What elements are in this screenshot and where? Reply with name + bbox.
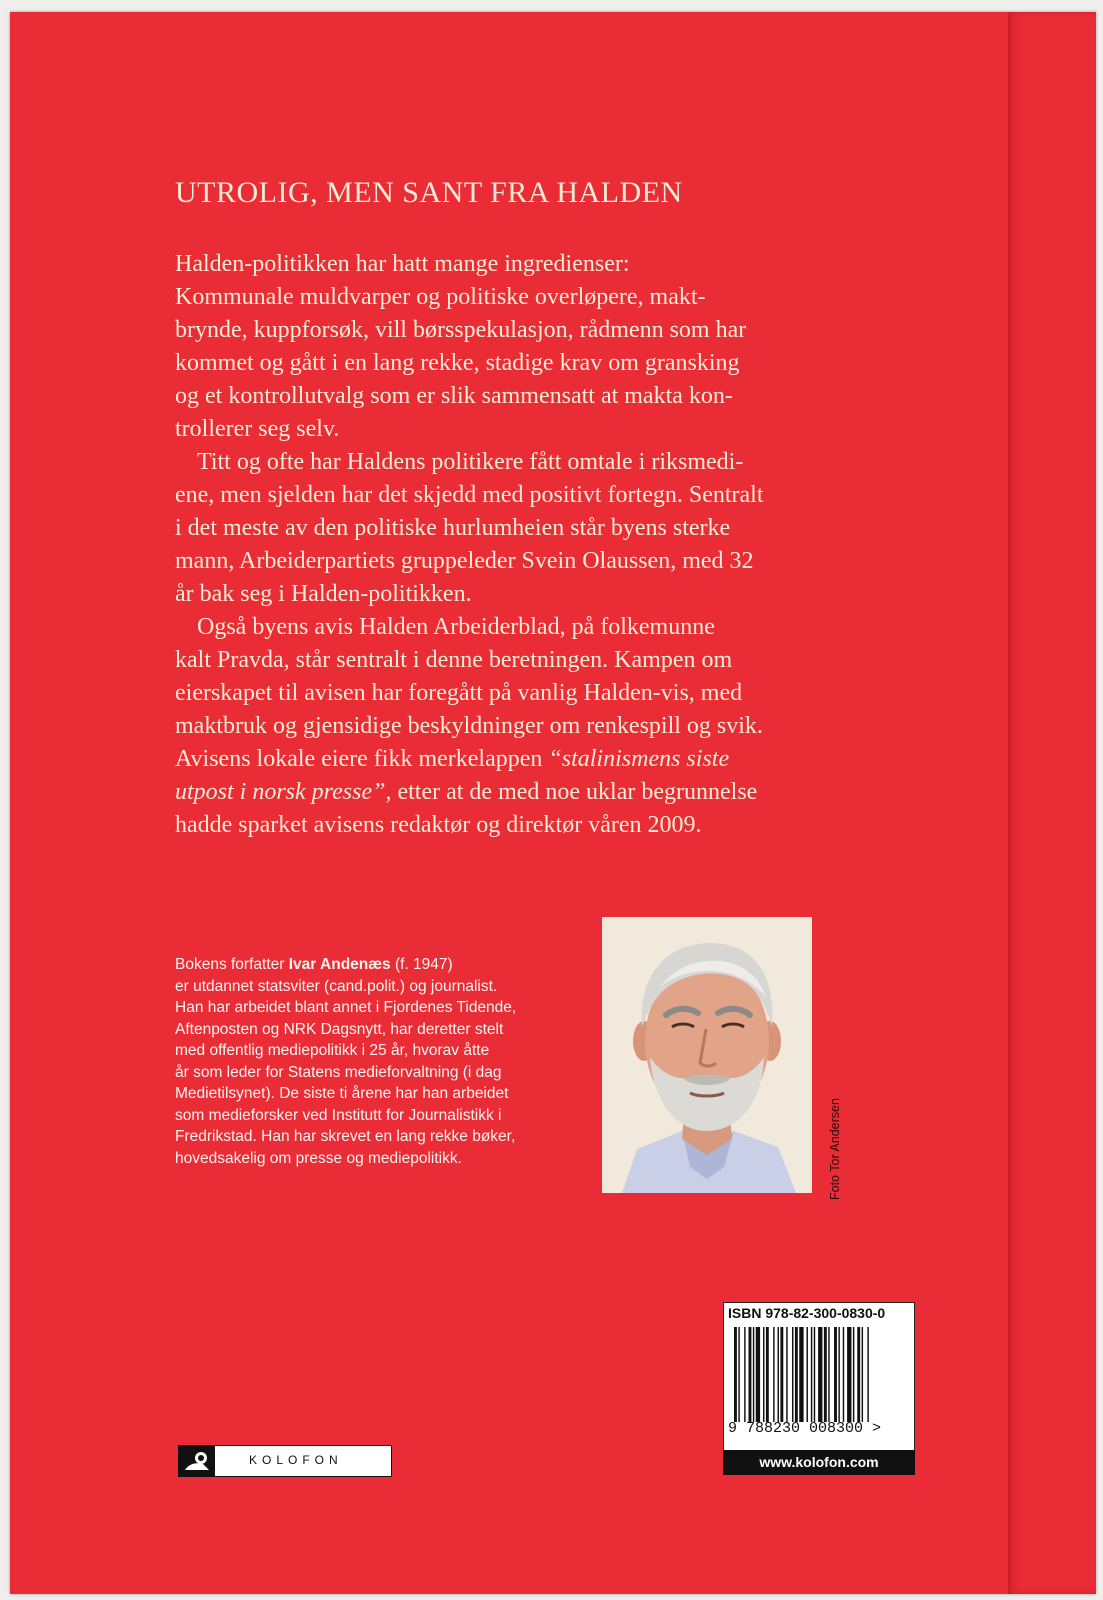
author-photo [602, 917, 812, 1193]
blurb-line: eierskapet til avisen har foregått på vanlig Halden-vis, med [175, 680, 743, 706]
blurb-line: Halden-politikken har hatt mange ingredienser: [175, 251, 630, 277]
barcode-bar [799, 1327, 803, 1422]
bio-line: Aftenposten og NRK Dagsnytt, har deretter stelt [175, 1020, 504, 1038]
kolofon-logo-icon [179, 1446, 215, 1476]
author-portrait-icon [602, 917, 812, 1193]
blurb-line: Også byens avis Halden Arbeiderblad, på folkemunne [197, 614, 715, 640]
barcode-bar [857, 1327, 860, 1422]
barcode-bar [734, 1327, 737, 1422]
book-back-cover [10, 12, 1096, 1594]
barcode-bar [780, 1327, 783, 1422]
blurb-line: i det meste av den politiske hurlumheien står byens sterke [175, 515, 731, 541]
blurb-line: brynde, kuppforsøk, vill børsspekulasjon, rådmenn som har [175, 317, 747, 343]
blurb-line: Kommunale muldvarper og politiske overløpere, makt- [175, 284, 706, 310]
blurb-text-segment: Avisens lokale eiere fikk merkelappen [175, 746, 543, 772]
barcode-bar [811, 1327, 812, 1422]
publisher-url-box[interactable] [723, 1450, 915, 1475]
bio-line: med offentlig mediepolitikk i 25 år, hvorav åtte [175, 1042, 490, 1059]
blurb-line: trollerer seg selv. [175, 416, 340, 442]
barcode-bar [807, 1327, 808, 1422]
barcode-digits: 9 788230 008300 > [728, 1420, 882, 1437]
bio-line: hovedsakelig om presse og mediepolitikk. [175, 1149, 462, 1167]
bio-prefix: Bokens forfatter [175, 956, 289, 973]
author-name: Ivar Andenæs [288, 956, 391, 973]
blurb-line: år bak seg i Halden-politikken. [175, 581, 472, 607]
barcode-bar [756, 1327, 760, 1422]
spine-hinge [1008, 12, 1096, 1594]
publisher-name: KOLOFON [249, 1453, 343, 1467]
blurb-text-segment: , etter at de med noe uklar begrunnelse [385, 779, 758, 805]
barcode-bar [766, 1327, 769, 1422]
barcode-bar [786, 1327, 787, 1422]
photo-credit: Foto Tor Andersen [828, 1098, 842, 1200]
barcode-bar [828, 1327, 829, 1422]
barcode-bar [853, 1327, 854, 1422]
blurb-line: ene, men sjelden har det skjedd med positivt fortegn. Sentralt [175, 482, 764, 508]
blurb-line: maktbruk og gjensidige beskyldninger om renkespill og svik. [175, 713, 763, 739]
barcode-bar [773, 1327, 774, 1422]
blurb-line: og et kontrollutvalg som er slik sammensatt at makta kon- [175, 383, 733, 409]
barcode-bar [795, 1327, 798, 1422]
barcode-icon [732, 1327, 907, 1422]
blurb-line: kalt Pravda, står sentralt i denne beretningen. Kampen om [175, 647, 733, 673]
barcode-bar [792, 1327, 793, 1422]
blurb-quote: “stalinismens siste [548, 746, 730, 772]
barcode-bar [778, 1327, 779, 1422]
blurb-line: Titt og ofte har Haldens politikere fått omtale i riksmedi- [197, 449, 744, 475]
bio-line: Han har arbeidet blant annet i Fjordenes Tidende, [175, 999, 517, 1016]
barcode-bar [753, 1327, 754, 1422]
bio-line: Medietilsynet). De siste ti årene har han arbeidet [175, 1085, 509, 1102]
barcode-bar [818, 1327, 822, 1422]
publisher-logo [178, 1445, 392, 1477]
barcode-bar [744, 1327, 745, 1422]
bio-line [175, 954, 595, 976]
bio-line: er utdannet statsviter (cand.polit.) og journalist. [175, 977, 498, 995]
barcode-bar [838, 1327, 839, 1422]
barcode-bar [867, 1327, 868, 1422]
author-bio [175, 954, 595, 1169]
blurb-line: hadde sparket avisens redaktør og direktør våren 2009. [175, 812, 702, 838]
barcode-bar [847, 1327, 851, 1422]
blurb-text [175, 248, 911, 842]
barcode-bar [738, 1327, 739, 1422]
cover-title: UTROLIG, MEN SANT FRA HALDEN [175, 176, 683, 209]
barcode-bar [843, 1327, 844, 1422]
barcode-bar [749, 1327, 752, 1422]
bio-line: som medieforsker ved Institutt for Journalistikk i [175, 1106, 502, 1124]
barcode-bar [763, 1327, 764, 1422]
isbn-barcode-box [723, 1302, 915, 1451]
blurb-quote: utpost i norsk presse” [175, 779, 386, 805]
bio-line: Fredrikstad. Han har skrevet en lang rekke bøker, [175, 1128, 516, 1145]
publisher-url[interactable]: www.kolofon.com [759, 1454, 879, 1470]
barcode-bar [824, 1327, 827, 1422]
isbn-number: ISBN 978-82-300-0830-0 [728, 1305, 886, 1321]
bio-suffix: (f. 1947) [390, 956, 453, 973]
blurb-line: kommet og gått i en lang rekke, stadige krav om gransking [175, 350, 740, 376]
blurb-line-quote [175, 743, 911, 776]
barcode-bar [862, 1327, 863, 1422]
bio-line: år som leder for Statens medieforvaltning (i dag [175, 1063, 502, 1081]
blurb-line: mann, Arbeiderpartiets gruppeleder Svein Olaussen, med 32 [175, 548, 754, 574]
barcode-bar [814, 1327, 815, 1422]
barcode-bar [834, 1327, 837, 1422]
blurb-line-quote [175, 776, 911, 809]
